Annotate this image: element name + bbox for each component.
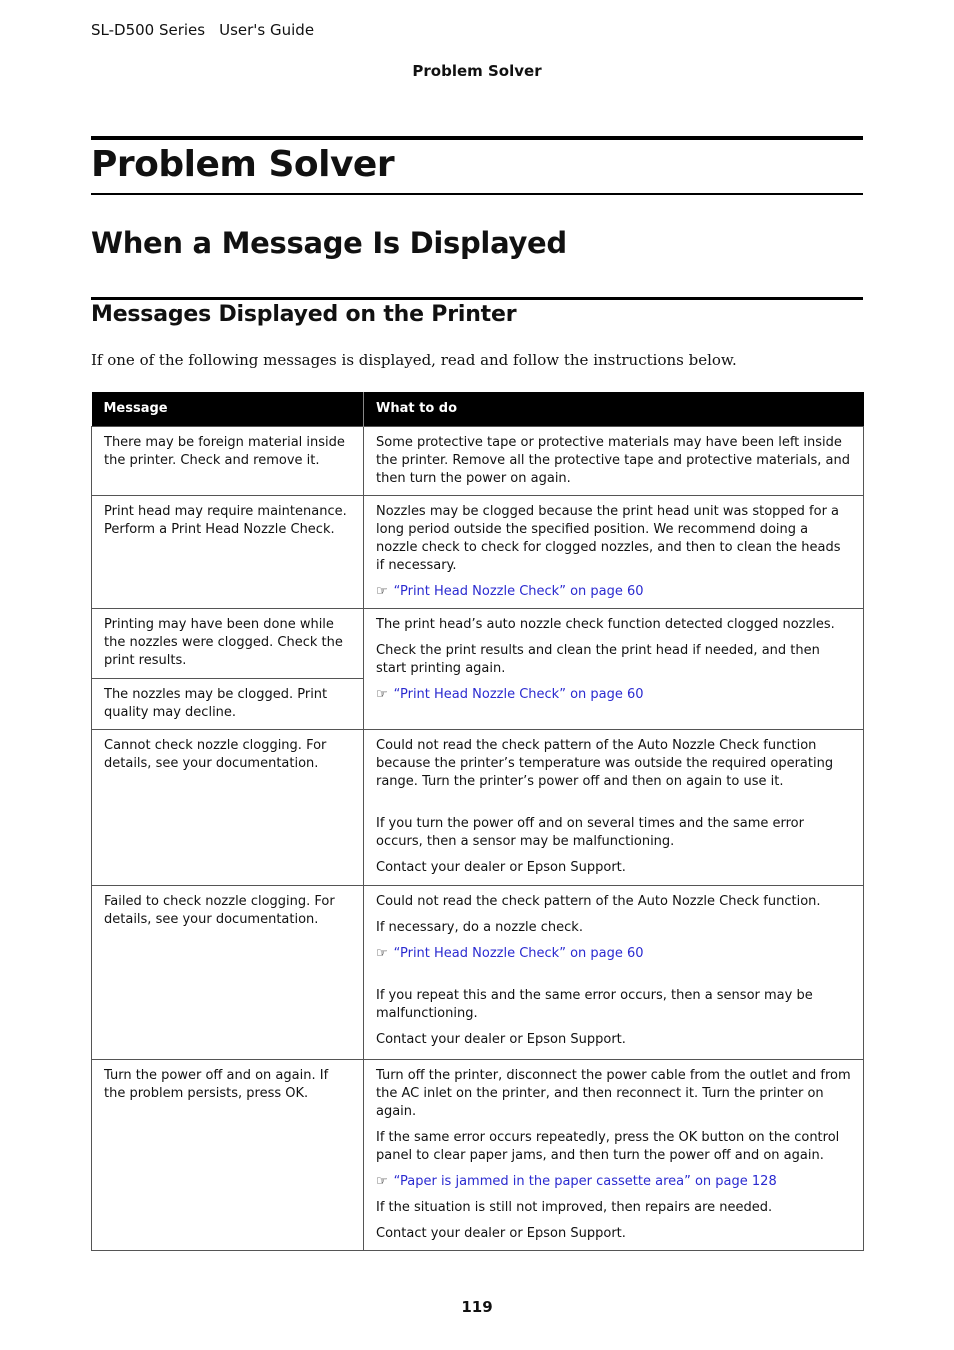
action-text: If the situation is still not improved, then repairs are needed. [376, 1200, 773, 1215]
table-header-row [92, 392, 864, 427]
chapter-title-block [91, 136, 863, 195]
message-text: Failed to check nozzle clogging. For details, see your documentation. [104, 894, 335, 927]
pointing-hand-icon: ☞ [376, 584, 388, 599]
section-title: When a Message Is Displayed [91, 226, 567, 260]
table-row [92, 886, 864, 1060]
reference-link-row[interactable] [376, 945, 851, 963]
reference-link[interactable]: “Print Head Nozzle Check” on page 60 [393, 687, 644, 702]
action-text: Contact your dealer or Epson Support. [376, 1226, 626, 1241]
table-row [92, 496, 864, 609]
doc-name: User's Guide [219, 21, 315, 39]
action-text: Turn off the printer, disconnect the power cable from the outlet and from the AC inlet on the printer, and then reconnect it. Turn the printer on again. [376, 1068, 851, 1119]
table-row [92, 609, 864, 679]
reference-link[interactable]: “Paper is jammed in the paper cassette area” on page 128 [393, 1174, 777, 1189]
message-text: The nozzles may be clogged. Print quality may decline. [104, 687, 328, 720]
message-cell [92, 886, 364, 1060]
spacer [376, 799, 851, 815]
action-text: If you repeat this and the same error occurs, then a sensor may be malfunctioning. [376, 988, 813, 1021]
action-text: Check the print results and clean the print head if needed, and then start printing again. [376, 643, 820, 676]
action-text: Some protective tape or protective materials may have been left inside the printer. Remove all the protective tape and protective materials, and then turn the power on again. [376, 435, 850, 486]
action-text: If necessary, do a nozzle check. [376, 920, 583, 935]
action-text: If you turn the power off and on several times and the same error occurs, then a sensor may be malfunctioning. [376, 816, 804, 849]
action-text: Could not read the check pattern of the Auto Nozzle Check function. [376, 894, 821, 909]
reference-link[interactable]: “Print Head Nozzle Check” on page 60 [393, 584, 644, 599]
message-text: Turn the power off and on again. If the problem persists, press OK. [104, 1068, 329, 1101]
section-header: Problem Solver [412, 62, 542, 80]
action-cell [364, 427, 864, 496]
page-number: 119 [461, 1298, 493, 1316]
subsection-title: Messages Displayed on the Printer [91, 302, 517, 327]
action-cell [364, 496, 864, 609]
action-cell [364, 1060, 864, 1251]
message-cell [92, 730, 364, 886]
action-text: If the same error occurs repeatedly, press the OK button on the control panel to clear paper jams, and then turn the power off and on again. [376, 1130, 840, 1163]
column-header-action: What to do [364, 392, 864, 427]
reference-link[interactable]: “Print Head Nozzle Check” on page 60 [393, 946, 644, 961]
message-cell [92, 427, 364, 496]
action-cell [364, 730, 864, 886]
pointing-hand-icon: ☞ [376, 687, 388, 702]
action-text: The print head’s auto nozzle check function detected clogged nozzles. [376, 617, 835, 632]
table-row [92, 427, 864, 496]
message-text: Cannot check nozzle clogging. For details, see your documentation. [104, 738, 327, 771]
action-text: Nozzles may be clogged because the print head unit was stopped for a long period outside the specified position. We recommend doing a nozzle check to check for clogged nozzles, and then to clean the heads if necessary. [376, 504, 841, 573]
action-text: Could not read the check pattern of the Auto Nozzle Check function because the printer’s temperature was outside the required operating range. Turn the printer’s power off and then on again to use it. [376, 738, 834, 789]
subsection-title-block [91, 297, 863, 327]
chapter-title: Problem Solver [91, 144, 395, 185]
spacer [376, 971, 851, 987]
message-cell [92, 609, 364, 679]
table-row [92, 730, 864, 886]
table-row [92, 1060, 864, 1251]
message-cell [92, 1060, 364, 1251]
message-text: Printing may have been done while the nozzles were clogged. Check the print results. [104, 617, 343, 668]
intro-text: If one of the following messages is displayed, read and follow the instructions below. [91, 351, 737, 369]
action-cell [364, 609, 864, 730]
message-text: There may be foreign material inside the printer. Check and remove it. [104, 435, 345, 468]
pointing-hand-icon: ☞ [376, 946, 388, 961]
reference-link-row[interactable] [376, 686, 851, 704]
action-text: Contact your dealer or Epson Support. [376, 860, 626, 875]
product-name: SL-D500 Series [91, 21, 206, 39]
reference-link-row[interactable] [376, 583, 851, 601]
column-header-message: Message [92, 392, 364, 427]
reference-link-row[interactable] [376, 1173, 851, 1191]
action-cell [364, 886, 864, 1060]
running-header [91, 21, 314, 39]
message-cell [92, 679, 364, 730]
action-text: Contact your dealer or Epson Support. [376, 1032, 626, 1047]
message-cell [92, 496, 364, 609]
message-text: Print head may require maintenance. Perform a Print Head Nozzle Check. [104, 504, 347, 537]
pointing-hand-icon: ☞ [376, 1174, 388, 1189]
messages-table [91, 392, 864, 1251]
